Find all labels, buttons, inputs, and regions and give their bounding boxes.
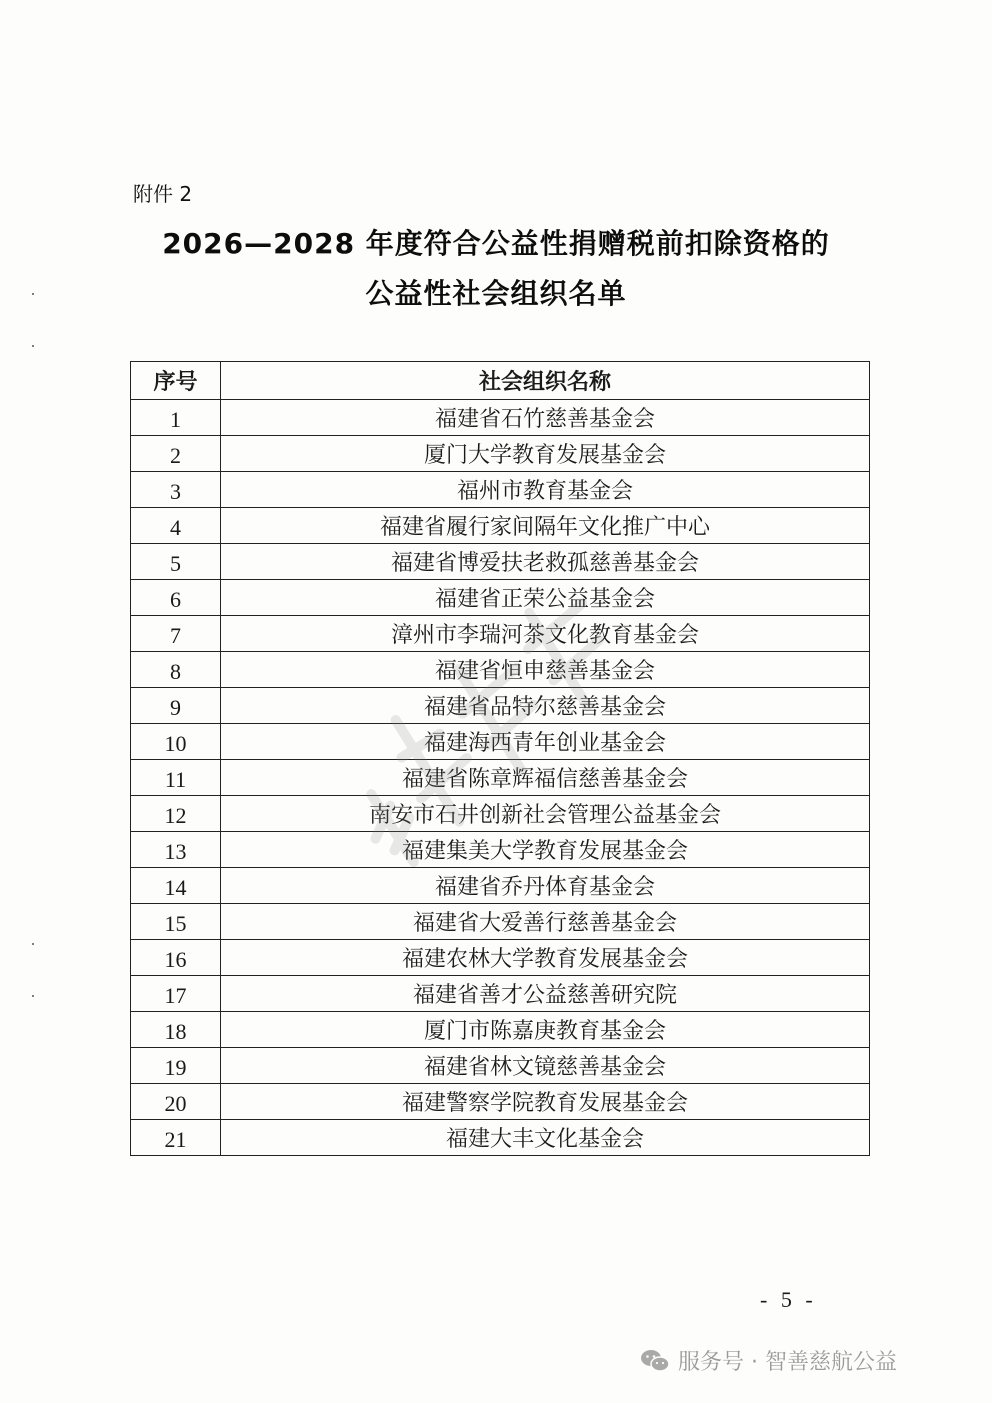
table-row: [131, 616, 870, 652]
scan-speck: [32, 943, 34, 945]
table-row: [131, 472, 870, 508]
organization-name: 福建省正荣公益基金会: [221, 580, 870, 616]
row-number: 13: [131, 832, 221, 868]
organization-name: 福建集美大学教育发展基金会: [221, 832, 870, 868]
row-number: 7: [131, 616, 221, 652]
organization-name: 福建大丰文化基金会: [221, 1120, 870, 1156]
row-number: 18: [131, 1012, 221, 1048]
attachment-label: 附件 2: [133, 182, 193, 206]
table-row: [131, 1012, 870, 1048]
table-row: [131, 508, 870, 544]
row-number: 12: [131, 796, 221, 832]
row-number: 16: [131, 940, 221, 976]
table-row: [131, 436, 870, 472]
row-number: 20: [131, 1084, 221, 1120]
organization-name: 福建省博爱扶老救孤慈善基金会: [221, 544, 870, 580]
organization-name: 福建海西青年创业基金会: [221, 724, 870, 760]
row-number: 15: [131, 904, 221, 940]
table-row: [131, 688, 870, 724]
row-number: 17: [131, 976, 221, 1012]
table-row: [131, 400, 870, 436]
row-number: 6: [131, 580, 221, 616]
organization-name: 福建警察学院教育发展基金会: [221, 1084, 870, 1120]
organization-name: 福州市教育基金会: [221, 472, 870, 508]
page-number: - 5 -: [760, 1287, 817, 1312]
organization-name: 福建省乔丹体育基金会: [221, 868, 870, 904]
row-number: 8: [131, 652, 221, 688]
table-row: [131, 976, 870, 1012]
row-number: 10: [131, 724, 221, 760]
organization-name: 福建省履行家间隔年文化推广中心: [221, 508, 870, 544]
organization-name: 福建省石竹慈善基金会: [221, 400, 870, 436]
table-row: [131, 868, 870, 904]
table-row: [131, 544, 870, 580]
table-row: [131, 1084, 870, 1120]
table-row: [131, 580, 870, 616]
organization-name: 福建省善才公益慈善研究院: [221, 976, 870, 1012]
row-number: 9: [131, 688, 221, 724]
row-number: 14: [131, 868, 221, 904]
header-serial-number: 序号: [131, 362, 221, 400]
table-row: [131, 1048, 870, 1084]
organization-table: [130, 361, 870, 1156]
document-title-line-1: 2026—2028 年度符合公益性捐赠税前扣除资格的: [162, 227, 830, 260]
row-number: 4: [131, 508, 221, 544]
scan-speck: [32, 995, 34, 997]
table-row: [131, 796, 870, 832]
scan-speck: [32, 345, 34, 347]
row-number: 21: [131, 1120, 221, 1156]
footer-text: 服务号 · 智善慈航公益: [678, 1350, 897, 1375]
table-row: [131, 832, 870, 868]
wechat-icon: [640, 1348, 670, 1374]
header-organization-name: 社会组织名称: [221, 362, 870, 400]
table-row: [131, 652, 870, 688]
organization-name: 福建省恒申慈善基金会: [221, 652, 870, 688]
row-number: 3: [131, 472, 221, 508]
row-number: 11: [131, 760, 221, 796]
footer-source-tag: [640, 1345, 897, 1376]
table-row: [131, 940, 870, 976]
organization-name: 福建省大爱善行慈善基金会: [221, 904, 870, 940]
organization-name: 福建省林文镜慈善基金会: [221, 1048, 870, 1084]
organization-name: 厦门市陈嘉庚教育基金会: [221, 1012, 870, 1048]
row-number: 2: [131, 436, 221, 472]
organization-name: 南安市石井创新社会管理公益基金会: [221, 796, 870, 832]
row-number: 1: [131, 400, 221, 436]
organization-name: 福建省陈章辉福信慈善基金会: [221, 760, 870, 796]
row-number: 5: [131, 544, 221, 580]
table-row: [131, 724, 870, 760]
document-title-line-2: 公益性社会组织名单: [365, 277, 627, 310]
organization-name: 厦门大学教育发展基金会: [221, 436, 870, 472]
organization-name: 福建省品特尔慈善基金会: [221, 688, 870, 724]
table-row: [131, 1120, 870, 1156]
row-number: 19: [131, 1048, 221, 1084]
organization-name: 福建农林大学教育发展基金会: [221, 940, 870, 976]
table-header-row: [131, 362, 870, 400]
organization-name: 漳州市李瑞河茶文化教育基金会: [221, 616, 870, 652]
table-row: [131, 760, 870, 796]
table-row: [131, 904, 870, 940]
